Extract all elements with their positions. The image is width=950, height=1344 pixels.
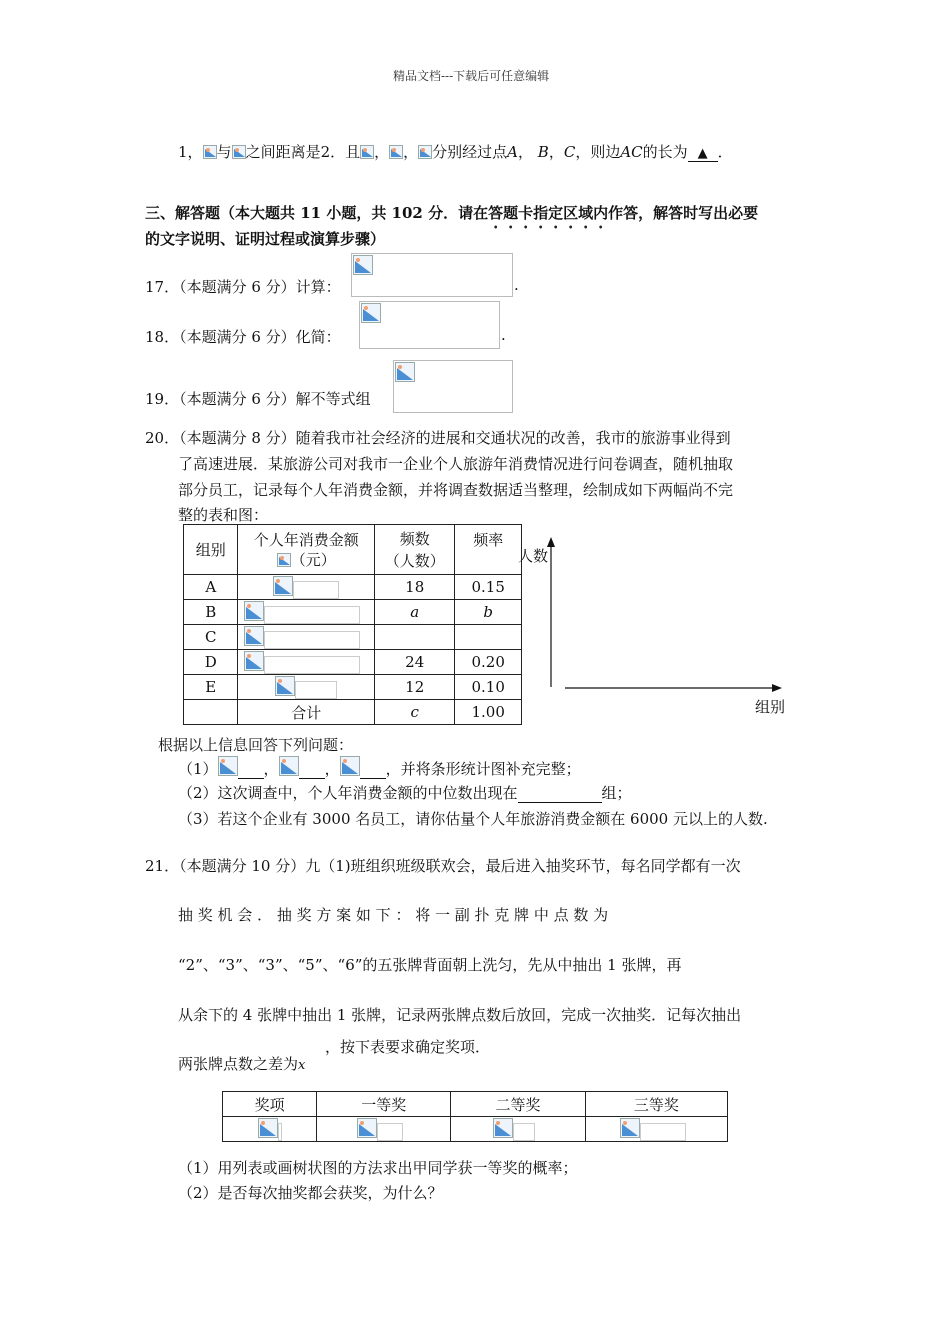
image-placeholder-icon (620, 1118, 640, 1138)
section-heading-line2: 的文字说明、证明过程或演算步骤） (145, 230, 386, 248)
question-18: 18．（本题满分 6 分）化简： (145, 328, 341, 346)
question-20-line3: 部分员工，记录每个人年消费金额，并将调查数据适当整理，绘制成如下两幅尚不完 (178, 481, 734, 499)
question-21-line5: ，按下表要求确定奖项． (325, 1038, 491, 1056)
question-20-line4: 整的表和图： (178, 506, 269, 524)
question-19: 19．（本题满分 6 分）解不等式组 (145, 390, 371, 408)
table-row: B a b (184, 600, 522, 625)
image-placeholder-icon (389, 145, 403, 159)
question-21-sub2: （2）是否每次抽奖都会获奖，为什么？ (178, 1184, 443, 1202)
table-row (223, 1117, 728, 1142)
table-row: E 12 0.10 (184, 675, 522, 700)
table-header-row: 组别 个人年消费金额 （元） 频数 （人数） 频率 (184, 525, 522, 575)
formula-box-q19 (393, 360, 513, 413)
image-placeholder-icon (418, 145, 432, 159)
image-placeholder-icon (353, 255, 373, 275)
bar-chart-axes (540, 535, 790, 695)
image-placeholder-icon (232, 145, 246, 159)
image-placeholder-icon (493, 1118, 513, 1138)
image-placeholder-icon (275, 676, 295, 696)
image-placeholder-icon (218, 756, 238, 776)
image-placeholder-icon (203, 145, 217, 159)
question-20-line2: 了高速进展．某旅游公司对我市一企业个人旅游年消费情况进行问卷调查，随机抽取 (178, 455, 734, 473)
question-17: 17．（本题满分 6 分）计算： (145, 278, 341, 296)
question-21-line4: 从余下的 4 张牌中抽出 1 张牌，记录两张牌点数后放回，完成一次抽奖．记每次抽出 (178, 1006, 742, 1024)
image-placeholder-icon (244, 651, 264, 671)
table-row: D 24 0.20 (184, 650, 522, 675)
x-axis-arrow-icon (772, 684, 782, 692)
page-header: 精品文档---下载后可任意编辑 (393, 69, 550, 83)
image-placeholder-icon (357, 1118, 377, 1138)
question-20-sub3: （3）若这个企业有 3000 名员工，请你估量个人年旅游消费金额在 6000 元以上的人数. (178, 810, 768, 828)
frequency-table (183, 524, 522, 725)
question-21-sub1: （1）用列表或画树状图的方法求出甲同学获一等奖的概率； (178, 1159, 578, 1177)
table-row: C (184, 625, 522, 650)
question-20-sub2: （2）这次调查中，个人年消费金额的中位数出现在 组； (178, 784, 632, 802)
image-placeholder-icon (244, 601, 264, 621)
formula-box-q18 (359, 301, 500, 349)
image-placeholder-icon (277, 553, 291, 567)
question-16-line: 1， 与 之间距离是2．且 ， ， 分别经过点A， B，C，则边AC的长为 ▲ ． (178, 143, 733, 161)
formula-box-q17 (351, 253, 513, 297)
y-axis-arrow-icon (547, 537, 555, 547)
table-header-row: 奖项 一等奖 二等奖 三等奖 (223, 1092, 728, 1117)
answer-blank (518, 784, 602, 803)
image-placeholder-icon (360, 145, 374, 159)
image-placeholder-icon (340, 756, 360, 776)
answer-blank: ▲ (688, 146, 718, 162)
section-heading: 三、解答题（本大题共 11 小题，共 102 分．请在答题卡指定区域内作答，解答时写出必要 (145, 204, 759, 222)
table-row: A 18 0.15 (184, 575, 522, 600)
prize-table (222, 1091, 728, 1142)
image-placeholder-icon (244, 626, 264, 646)
chart-y-label: 人数 (518, 547, 549, 565)
question-21-line6: 两张牌点数之差为x (178, 1055, 306, 1073)
image-placeholder-icon (258, 1118, 278, 1138)
image-placeholder-icon (395, 362, 415, 382)
image-placeholder-icon (273, 576, 293, 596)
question-21-line1: 21．（本题满分 10 分）九（1)班组织班级联欢会，最后进入抽奖环节，每名同学都有一次 (145, 857, 741, 875)
question-20-sub1: （1） ， ， ，并将条形统计图补充完整； (178, 756, 581, 779)
image-placeholder-icon (279, 756, 299, 776)
table-total-row: 合计 c 1.00 (184, 700, 522, 725)
question-20-line1: 20．（本题满分 8 分）随着我市社会经济的进展和交通状况的改善，我市的旅游事业得到 (145, 429, 731, 447)
question-21-line2: 抽 奖 机 会 ． 抽 奖 方 案 如 下 ： 将 一 副 扑 克 牌 中 点 数 为 (178, 906, 609, 924)
chart-x-label: 组别 (755, 698, 786, 716)
question-21-line3: “2”、“3”、“3”、“5”、“6”的五张牌背面朝上洗匀，先从中抽出 1 张牌，再 (178, 956, 682, 974)
image-placeholder-icon (361, 303, 381, 323)
question-20-intro: 根据以上信息回答下列问题： (158, 736, 354, 754)
